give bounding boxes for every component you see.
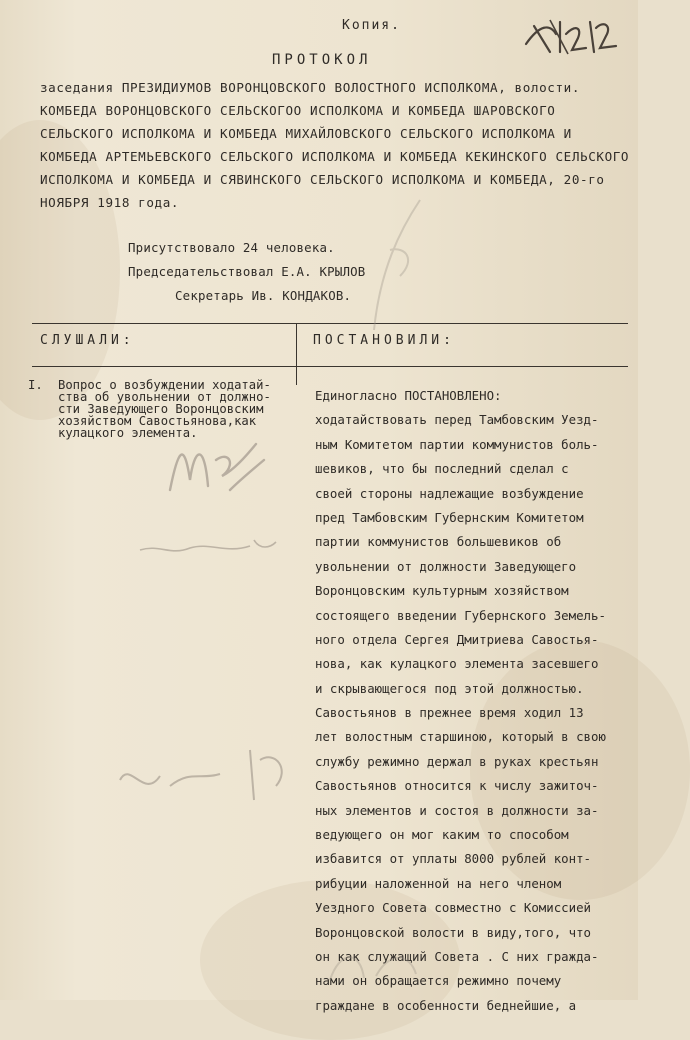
resolved-line: рибуции наложенной на него членом [315, 875, 562, 891]
resolved-line: увольнении от должности Заведующего [315, 558, 577, 574]
intro-line: КОМБЕДА ВОРОНЦОВСКОГО СЕЛЬСКОГОО ИСПОЛКОМА И КОМБЕДА ШАРОВСКОГО [40, 103, 556, 118]
resolved-line: партии коммунистов большевиков об [315, 534, 562, 550]
heard-line: кулацкого элемента. [58, 426, 198, 440]
document-title: ПРОТОКОЛ [272, 52, 372, 68]
resolved-line: ных элементов и состоя в должности за- [315, 802, 599, 818]
table-header-rule [32, 366, 628, 367]
intro-line: заседания ПРЕЗИДИУМОВ ВОРОНЦОВСКОГО ВОЛОСТНОГО ИСПОЛКОМА, волости. [40, 80, 581, 95]
resolved-line: пред Тамбовским Губернским Комитетом [315, 509, 584, 525]
column-divider [296, 323, 297, 385]
resolved-line: он как служащий Совета . С них гражда- [315, 948, 599, 964]
resolved-line: службу режимно держал в руках крестьян [315, 753, 599, 769]
heard-line: сти Заведующего Воронцовским [58, 402, 264, 416]
resolved-line: ходатайствовать перед Тамбовским Уезд- [315, 412, 599, 428]
resolved-line: нами он обращается режимно почему [315, 973, 562, 989]
resolved-line: Единогласно ПОСТАНОВЛЕНО: [315, 388, 502, 403]
heard-line: Вопрос о возбуждении ходатай- [58, 378, 271, 392]
resolved-line: ным Комитетом партии коммунистов боль- [315, 436, 599, 452]
item-number: I. [28, 378, 43, 392]
archive-number-mark [520, 14, 620, 58]
table-top-rule [32, 323, 628, 324]
bleed-through-handwriting [360, 190, 440, 340]
resolved-line: своей стороны надлежащие возбуждение [315, 485, 584, 501]
resolved-line: граждане в особенности беднейшие, а [315, 997, 577, 1013]
chairman-line: Председательствовал Е.А. КРЫЛОВ [128, 264, 366, 279]
resolved-line: ного отдела Сергея Дмитриева Савостья- [315, 631, 599, 647]
resolved-line: Савостьянов относится к числу зажиточ- [315, 778, 599, 794]
heard-line: хозяйством Савостьянова,как [58, 414, 257, 428]
resolved-line: шевиков, что бы последний сделал с [315, 461, 569, 477]
intro-line: СЕЛЬСКОГО ИСПОЛКОМА И КОМБЕДА МИХАЙЛОВСКОГО СЕЛЬСКОГО ИСПОЛКОМА И [40, 126, 572, 141]
resolved-item-1 [315, 384, 633, 1018]
resolved-line: нова, как кулацкого элемента засевшего [315, 656, 599, 672]
intro-line: КОМБЕДА АРТЕМЬЕВСКОГО СЕЛЬСКОГО ИСПОЛКОМА И КОМБЕДА КЕКИНСКОГО СЕЛЬСКОГО [40, 149, 630, 164]
intro-line: НОЯБРЯ 1918 года. [40, 195, 180, 210]
resolved-line: и скрывающегося под этой должностью. [315, 680, 584, 696]
heard-line: ства об увольнении от должно- [58, 390, 271, 404]
attendance-line: Присутствовало 24 человека. [128, 240, 335, 255]
copy-label: Копия. [342, 18, 401, 33]
heard-column-heading: СЛУШАЛИ: [40, 333, 135, 348]
resolved-line: состоящего введении Губернского Земель- [315, 607, 606, 623]
resolved-line: Уездного Совета совместно с Комиссией [315, 900, 592, 916]
resolved-line: Воронцовским культурным хозяйством [315, 583, 569, 599]
intro-line: ИСПОЛКОМА И КОМБЕДА И СЯВИНСКОГО СЕЛЬСКОГО ИСПОЛКОМА И КОМБЕДА, 20-го [40, 172, 605, 187]
handwritten-marginal-note [100, 740, 300, 810]
paper-stain [0, 120, 120, 420]
handwritten-marginal-note [130, 530, 280, 570]
secretary-line: Секретарь Ив. КОНДАКОВ. [175, 288, 352, 303]
resolved-line: Савостьянов в прежнее время ходил 13 [315, 705, 584, 721]
resolved-column-heading: ПОСТАНОВИЛИ: [313, 333, 455, 348]
resolved-line: избавится от уплаты 8000 рублей конт- [315, 851, 592, 867]
resolved-line: ведующего он мог каким то способом [315, 827, 569, 843]
resolved-line: Воронцовской волости в виду,того, что [315, 924, 592, 940]
resolved-line: лет волостным старшиною, который в свою [315, 729, 606, 745]
